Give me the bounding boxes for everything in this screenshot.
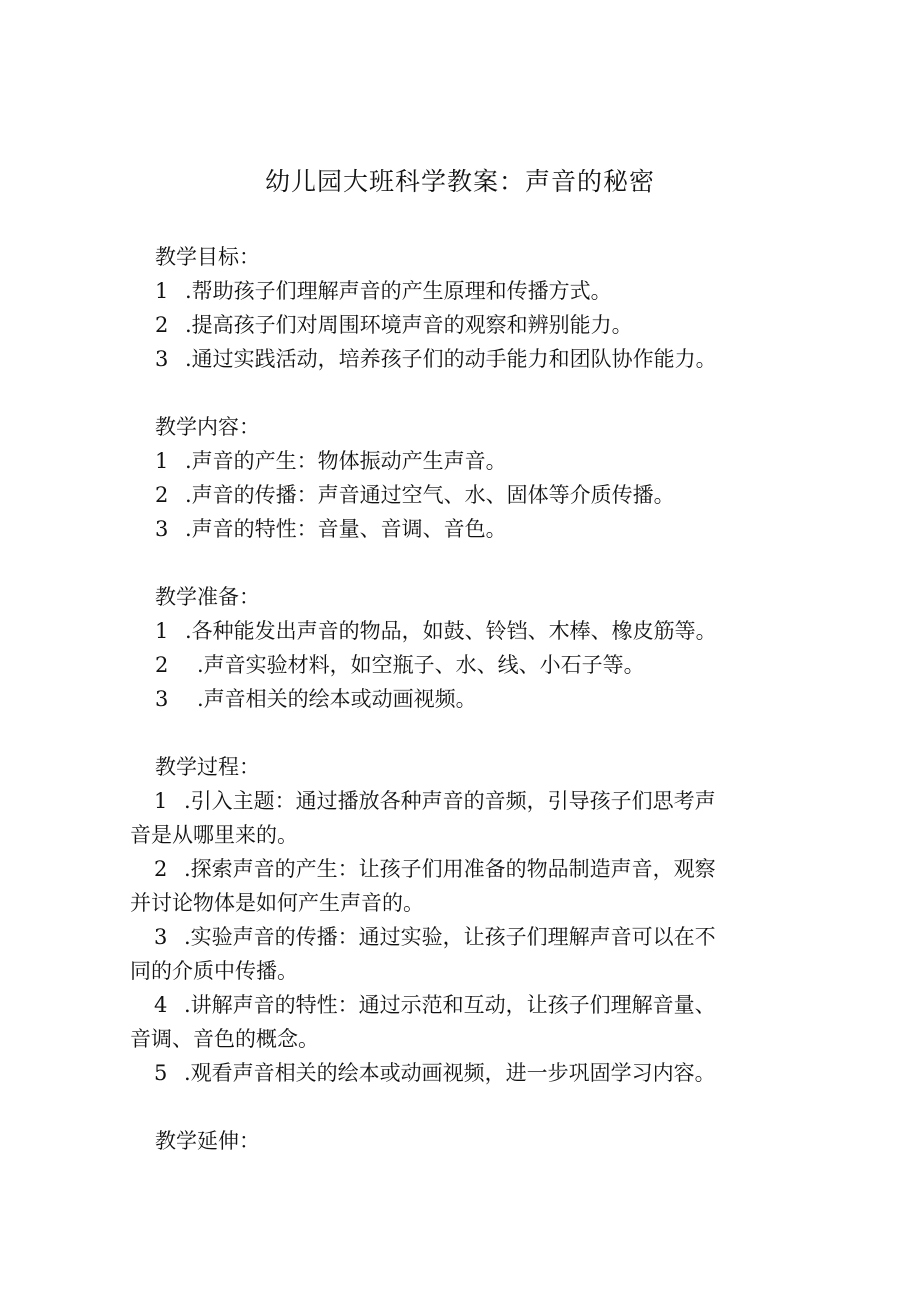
section-teaching-preparation	[0, 580, 920, 716]
item-number: 3	[155, 347, 169, 371]
item-number: 5	[154, 1061, 168, 1085]
list-item	[0, 614, 920, 648]
item-text-line1: .探索声音的产生：让孩子们用准备的物品制造声音，观察	[184, 857, 716, 881]
paragraph-item	[0, 784, 780, 852]
item-number: 3	[155, 517, 169, 541]
list-item	[0, 648, 920, 682]
item-number: 3	[154, 925, 168, 949]
section-heading: 教学准备：	[155, 585, 260, 609]
document-title: 幼儿园大班科学教案：声音的秘密	[264, 167, 655, 196]
item-number: 1	[155, 279, 169, 303]
list-item	[0, 478, 920, 512]
list-item	[0, 682, 920, 716]
list-item	[0, 342, 920, 376]
section-heading: 教学过程：	[155, 755, 260, 779]
item-text-line2: 并讨论物体是如何产生声音的。	[130, 891, 424, 915]
item-number: 2	[154, 857, 168, 881]
item-text: .各种能发出声音的物品，如鼓、铃铛、木棒、橡皮筋等。	[185, 619, 717, 643]
item-text-line2: 同的介质中传播。	[130, 959, 298, 983]
item-text: .声音的产生：物体振动产生声音。	[185, 449, 507, 473]
list-item	[0, 274, 920, 308]
list-item	[0, 512, 920, 546]
paragraph-item	[0, 920, 780, 988]
item-text: .声音的特性：音量、音调、音色。	[185, 517, 507, 541]
item-text: .通过实践活动，培养孩子们的动手能力和团队协作能力。	[185, 347, 717, 371]
section-teaching-process	[0, 750, 920, 1090]
section-heading: 教学延伸：	[155, 1129, 260, 1153]
section-teaching-extension	[0, 1124, 920, 1158]
section-teaching-goals	[0, 240, 920, 376]
item-text: .声音相关的绘本或动画视频。	[197, 687, 477, 711]
item-number: 1	[155, 449, 169, 473]
section-heading: 教学内容：	[155, 415, 260, 439]
document-body	[0, 240, 920, 1192]
item-text-line2: 音调、音色的概念。	[130, 1027, 319, 1051]
paragraph-item	[0, 1056, 780, 1090]
section-teaching-content	[0, 410, 920, 546]
list-item	[0, 308, 920, 342]
item-number: 3	[155, 687, 169, 711]
item-number: 2	[155, 653, 169, 677]
section-heading: 教学目标：	[155, 245, 260, 269]
item-number: 2	[155, 483, 169, 507]
item-text: .声音的传播：声音通过空气、水、固体等介质传播。	[185, 483, 675, 507]
item-number: 1	[155, 619, 169, 643]
item-text: .帮助孩子们理解声音的产生原理和传播方式。	[185, 279, 612, 303]
list-item	[0, 444, 920, 478]
item-text-line1: .引入主题：通过播放各种声音的音频，引导孩子们思考声	[184, 789, 716, 813]
item-number: 2	[155, 313, 169, 337]
item-text-line1: .观看声音相关的绘本或动画视频，进一步巩固学习内容。	[184, 1061, 716, 1085]
item-text-line2: 音是从哪里来的。	[130, 823, 298, 847]
item-text-line1: .实验声音的传播：通过实验，让孩子们理解声音可以在不	[184, 925, 716, 949]
item-number: 4	[154, 993, 168, 1017]
item-text: .提高孩子们对周围环境声音的观察和辨别能力。	[185, 313, 633, 337]
item-text-line1: .讲解声音的特性：通过示范和互动，让孩子们理解音量、	[184, 993, 716, 1017]
item-number: 1	[154, 789, 168, 813]
item-text: .声音实验材料，如空瓶子、水、线、小石子等。	[197, 653, 645, 677]
paragraph-item	[0, 988, 780, 1056]
paragraph-item	[0, 852, 780, 920]
